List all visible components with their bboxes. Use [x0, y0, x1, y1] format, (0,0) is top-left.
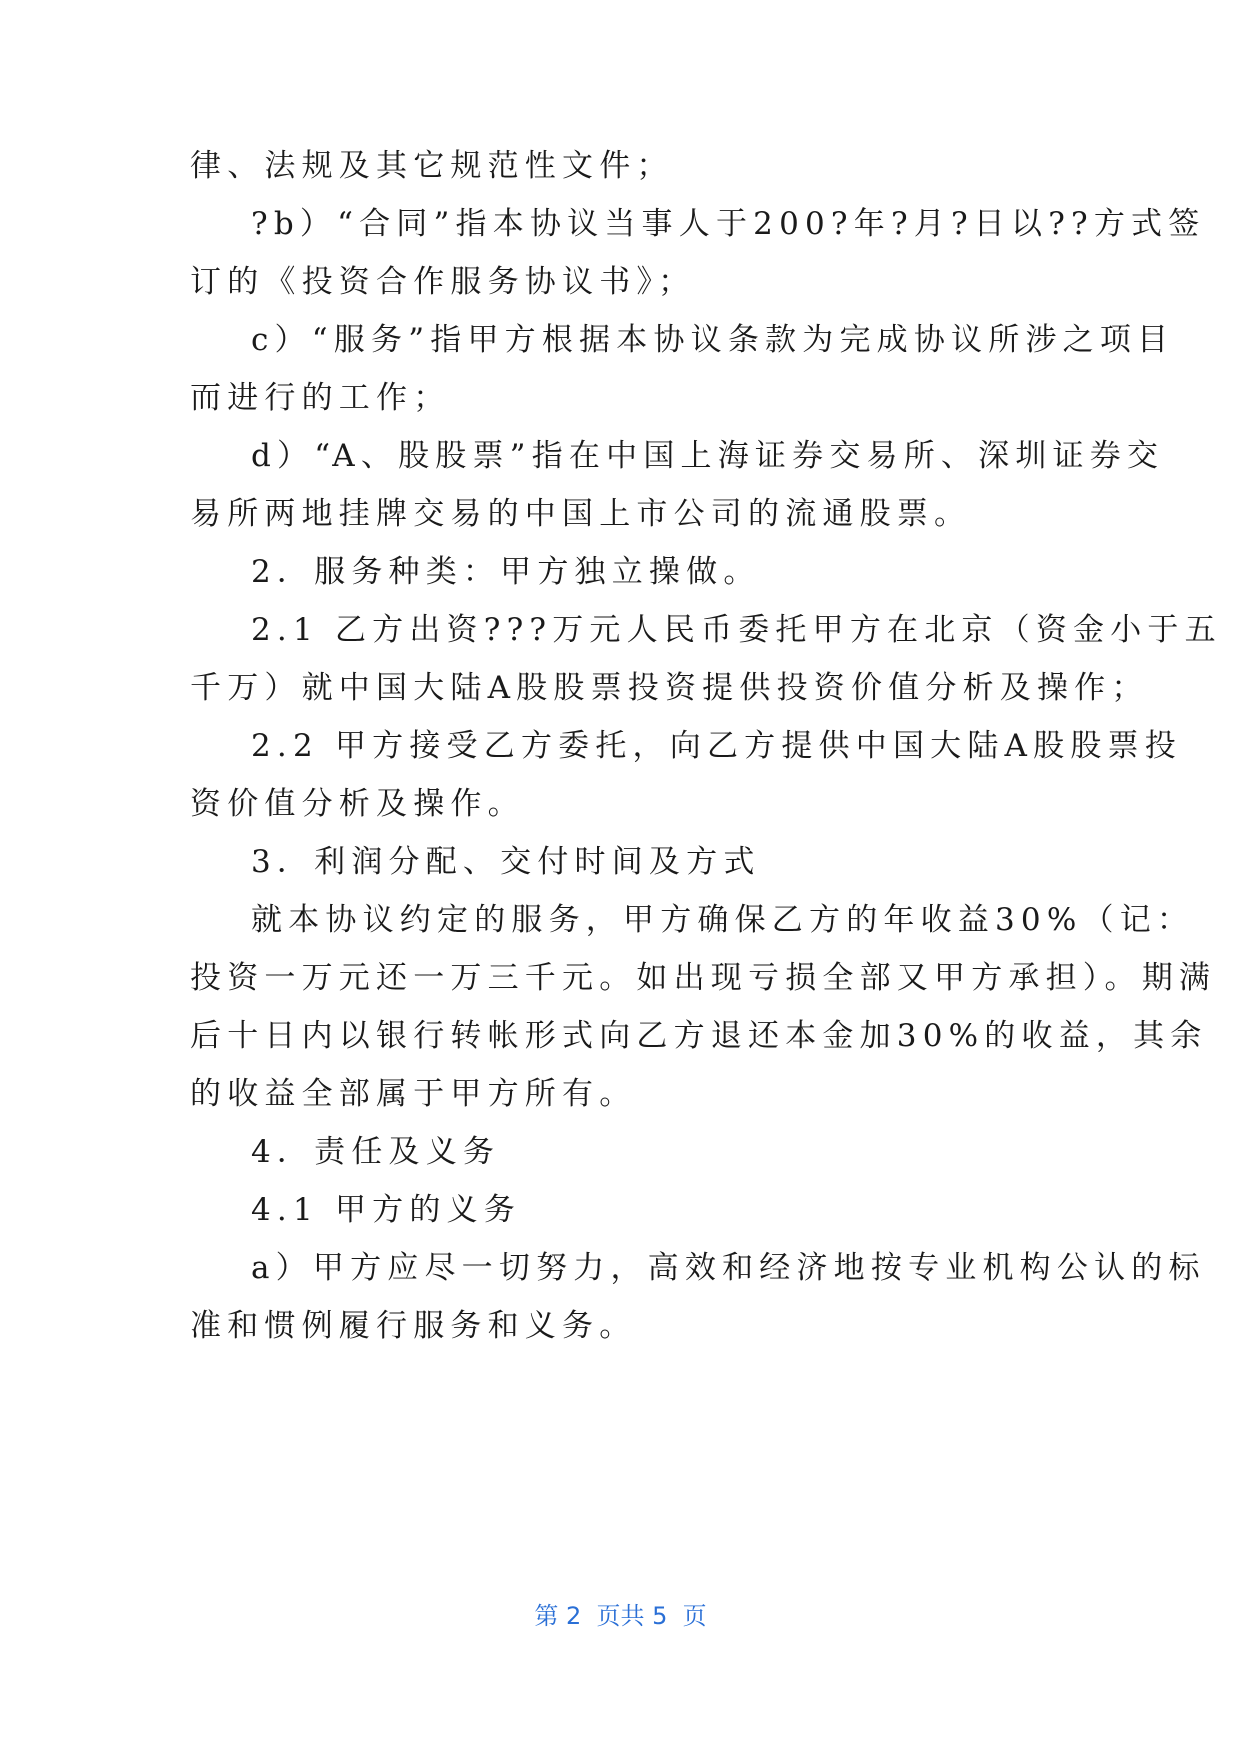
- text-line: 而进行的工作；: [190, 380, 451, 416]
- text-line: 的收益全部属于甲方所有。: [190, 1076, 637, 1112]
- text-line: 资价值分析及操作。: [190, 786, 525, 822]
- text-line: 3．利润分配、交付时间及方式: [251, 844, 761, 880]
- text-line: ?b）“合同”指本协议当事人于200?年?月?日以??方式签: [251, 206, 1206, 242]
- text-line: 订的《投资合作服务协议书》；: [190, 264, 696, 300]
- text-line: 投资一万元还一万三千元。如出现亏损全部又甲方承担）。期满: [190, 960, 1217, 996]
- text-line: 准和惯例履行服务和义务。: [190, 1308, 637, 1344]
- text-line: 2.2 甲方接受乙方委托，向乙方提供中国大陆A股股票投: [251, 728, 1182, 764]
- text-line: 2．服务种类：甲方独立操做。: [251, 554, 761, 590]
- text-line: c）“服务”指甲方根据本协议条款为完成协议所涉之项目: [251, 322, 1175, 358]
- text-line: 2.1 乙方出资???万元人民币委托甲方在北京（资金小于五: [251, 612, 1222, 648]
- page-number-footer: 第 2 页共 5 页: [534, 1602, 707, 1630]
- text-line: a）甲方应尽一切努力，高效和经济地按专业机构公认的标: [251, 1250, 1206, 1286]
- text-line: 后十日内以银行转帐形式向乙方退还本金加30%的收益，其余: [190, 1018, 1208, 1054]
- text-line: 就本协议约定的服务，甲方确保乙方的年收益30%（记：: [251, 902, 1195, 938]
- text-line: 4．责任及义务: [251, 1134, 501, 1170]
- text-line: d）“A、股股票”指在中国上海证券交易所、深圳证券交: [251, 438, 1165, 474]
- text-line: 千万）就中国大陆A股股票投资提供投资价值分析及操作；: [190, 670, 1149, 706]
- text-line: 4.1 甲方的义务: [251, 1192, 521, 1228]
- text-line: 律、法规及其它规范性文件；: [190, 148, 674, 184]
- text-line: 易所两地挂牌交易的中国上市公司的流通股票。: [190, 496, 972, 532]
